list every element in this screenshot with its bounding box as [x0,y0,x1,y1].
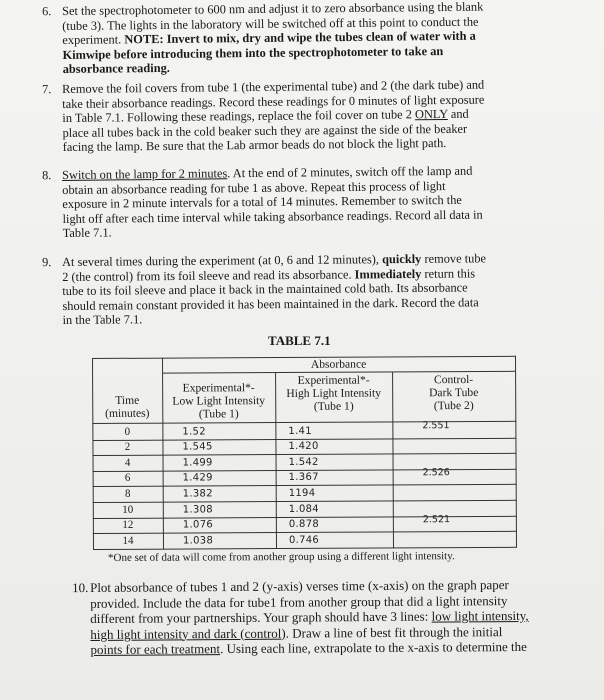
step-line: Remove the foil covers from tube 1 (the experimental tube) and 2 (the dark tube) and [62,77,485,96]
cell-time: 4 [124,456,131,469]
table-border [515,356,517,548]
cell-time: 2 [124,440,131,453]
step-text: in Table 7.1. Following these readings, replace the foil cover on tube 2 [62,107,416,126]
cell-high: 0.878 [288,518,320,531]
step-text: different from your partnerships. Your graph should have 3 lines: [90,608,432,626]
step-line: exposure in 2 minute intervals for a total of 14 minutes. Remember to switch the [62,193,462,212]
step-line: should remain constant provided it has been maintained in the dark. Record the data [62,295,479,313]
step-line: provided. Include the data for tube1 from another group that did a light intensity [90,592,508,611]
step-10 [72,577,571,658]
cell-high: 1.084 [288,503,319,515]
step-text: remove tube [421,251,487,266]
cell-control: 2.551 [422,420,450,432]
low-light-underlined: low light intensity, [431,607,529,624]
header-line: Low Light Intensity [172,394,266,408]
header-line: (minutes) [105,406,150,420]
table-border [92,358,94,550]
cell-time: 14 [122,534,134,547]
cell-low: 1.499 [182,457,213,469]
step-7 [42,77,543,155]
step-line: in the Table 7.1. [62,312,143,328]
step-text: At several times during the experiment (at 0, 6 and 12 minutes), [62,252,383,269]
data-table [92,356,517,554]
step-9 [42,251,543,328]
only-underlined: ONLY [414,107,448,122]
high-light-underlined: high light intensity and dark (control) [90,625,286,642]
step-text: . Using each line, extrapolate to the x-axis to determine the [220,638,527,657]
cell-time: 0 [124,425,131,438]
cell-low: 1.038 [182,535,214,547]
step-number: 6. [42,4,52,19]
header-line: High Light Intensity [286,386,382,400]
cell-control: 2.526 [422,466,450,479]
step-line: tube to its foil sleeve and place it back in the maintained cold bath. Its absorbance [62,280,468,299]
cell-low: 1.308 [182,503,213,516]
table-title: TABLE 7.1 [268,333,331,348]
header-line: Experimental*- [297,373,370,387]
quickly-emphasis: quickly [382,251,422,267]
step-line: Table 7.1. [62,225,112,241]
lamp-underlined: Switch on the lamp for 2 minutes [62,166,228,182]
step-6 [42,0,543,77]
step-line: light off after each time interval while taking absorbance readings. Record all data in [62,207,483,226]
step-line: obtain an absorbance reading for tube 1 as above. Repeat this process of light [62,178,446,197]
step-text: and [447,106,469,122]
step-line: facing the lamp. Be sure that the Lab armor beads do not block the light path. [62,136,447,155]
cell-time: 10 [122,503,134,516]
step-text: 2 (the control) from its foil sleeve and read its absorbance. [62,267,355,284]
step-8 [42,163,543,241]
header-line: Experimental*- [182,381,255,395]
low-light-header [162,381,275,421]
step-text: . Draw a line of best fit through the initial [285,623,503,641]
cell-high: 1.41 [288,425,312,437]
cell-high: 1.367 [288,472,319,484]
step-number: 8. [42,168,52,183]
step-line: (tube 3). The lights in the laboratory will be switched off at this point to conduct the [62,14,479,33]
step-line: absorbance reading. [62,61,170,77]
absorbance-header: Absorbance [310,357,367,371]
high-light-header [275,373,392,413]
header-line: (Tube 2) [433,399,474,413]
cell-low: 1.52 [182,425,206,438]
note-emphasis: NOTE: Invert to mix, dry and wipe the tubes clean of water with a [124,28,476,47]
step-text: . At the end of 2 minutes, switch off the lamp and [227,163,473,181]
cell-low: 1.545 [182,441,213,453]
step-line: Kimwipe before introducing them into the spectrophotometer to take an [62,43,444,62]
cell-low: 1.382 [182,488,213,500]
header-line: Time [115,393,140,407]
step-number: 7. [42,82,52,97]
cell-high: 1194 [288,487,316,499]
cell-low: 1.076 [182,519,214,531]
step-line: take their absorbance readings. Record these readings for 0 minutes of light exposure [62,92,485,111]
step-line: Set the spectrophotometer to 600 nm and adjust it to zero absorbance using the blank [62,0,484,18]
step-line: Plot absorbance of tubes 1 and 2 (y-axis) verses time (x-axis) on the graph paper [90,577,509,595]
step-line [90,639,570,658]
cell-high: 1.542 [288,456,319,468]
points-underlined: points for each treatment [90,641,221,657]
step-text: return this [421,265,476,281]
header-line: (Tube 1) [313,399,354,413]
step-number: 10. [72,580,89,596]
header-line: Dark Tube [429,385,479,400]
time-header [92,394,162,420]
cell-time: 12 [122,518,134,531]
table-footnote: *One set of data will come from another group using a different light intensity. [108,550,455,564]
step-line: place all tubes back in the cold beaker such they are against the side of the beaker [62,121,468,140]
cell-low: 1.429 [182,472,213,484]
cell-time: 8 [124,487,131,500]
cell-control: 2.521 [422,513,451,525]
cell-time: 6 [124,472,131,485]
step-text: experiment. [62,32,125,48]
header-line: Control- [433,373,474,387]
immediately-emphasis: Immediately [354,266,422,282]
header-line: (Tube 1) [198,407,239,421]
step-number: 9. [42,255,52,270]
control-header [392,373,515,413]
cell-high: 1.420 [288,440,319,453]
cell-high: 0.746 [288,534,320,546]
